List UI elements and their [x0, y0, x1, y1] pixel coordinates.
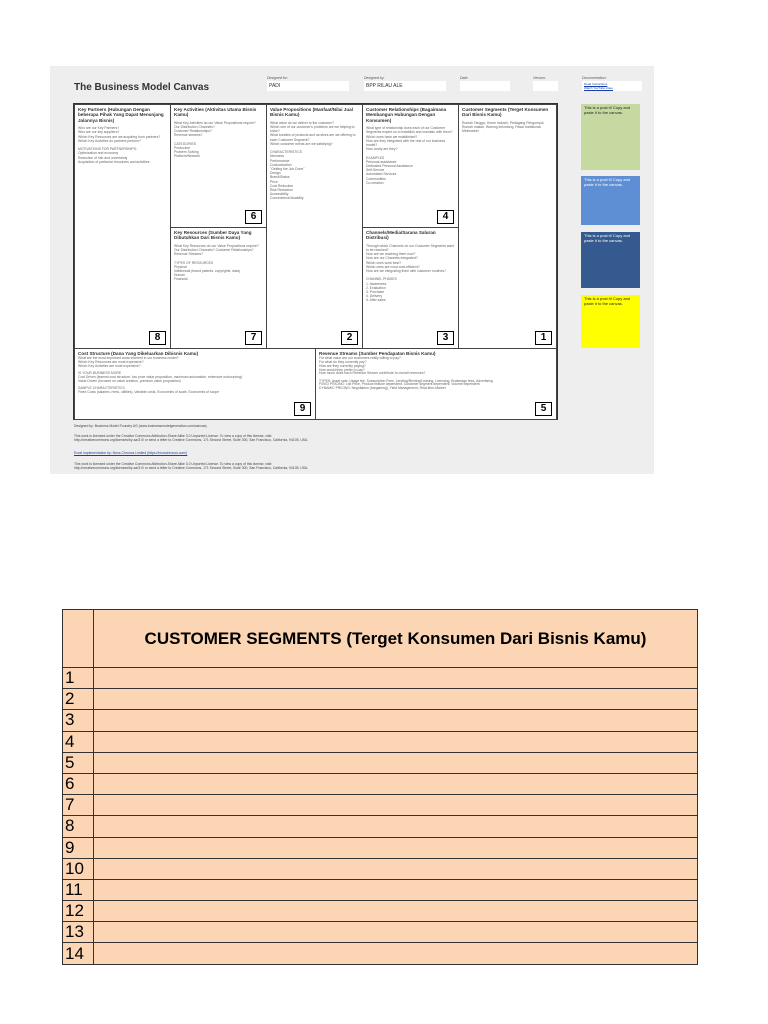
table-row — [63, 943, 698, 964]
date-field — [460, 76, 510, 91]
value-propositions-text: What value do we deliver to the customer? Which one of our customer's problems are we helping to solve? What bundles of products and services are we offering to each Customer Segment? Which customer needs are we satisfying? CHARACTERISTICS Newness Performance Customization "Getting the Job Done" Design Brand/Status Price Cost Reduction Risk Reduction Accessibility Convenience/Usability — [270, 120, 356, 201]
row-number-cell: 7 — [63, 795, 94, 816]
customer-segments-title: Customer Segments (Terget Konsumen Dari Bisnis Kamu) — [462, 107, 549, 118]
row-number-cell: 5 — [63, 752, 94, 773]
row-number-cell: 14 — [63, 943, 94, 964]
designed-for-label: Designed for: — [267, 76, 288, 80]
table-row — [63, 879, 698, 900]
cost-structure-text: What are the most important costs inherent in our business model? Which Key Resources are most expensive? Which Key Activities are most expensive? IS YOUR BUSINESS MORE Cost Driven (leanest cost structure, low price value proposition, maximum automation, extensive outsourcing) Value Driven (focused on value creation, premium value proposition) SAMPLE CHARACTERISTICS Fixed Costs (salaries, rents, utilities), Variable costs, Economies of scale, Economies of scope — [78, 356, 242, 394]
table-row — [63, 858, 698, 879]
key-activities-title: Key Activities (Aktivitas Utama Bisnis Kamu) — [174, 107, 257, 118]
customer-segments-table — [62, 609, 698, 965]
segment-entry-cell[interactable] — [94, 922, 698, 943]
version-field — [533, 76, 558, 91]
customer-relationships-text: What type of relationship does each of our Customer Segments expect us to establish and maintain with them? Which ones have we established? How are they integrated with the rest of our business model? How costly are they? EXAMPLES Personal assistance Dedicated Personal Assistance Self-Service Automated Services Communities Co-creation — [366, 126, 453, 185]
table-row — [63, 710, 698, 731]
date-label: Date: — [460, 76, 469, 80]
table-row — [63, 795, 698, 816]
segment-entry-cell[interactable] — [94, 795, 698, 816]
key-partners-title: Key Partners (Hubungan Dengan beberapa Pihak Yang Dapat Menunjang Jalannya Bisnis) — [78, 107, 164, 123]
channels-block[interactable] — [362, 227, 459, 349]
table-row — [63, 901, 698, 922]
block-number-badge: 1 — [535, 331, 552, 345]
block-number-badge: 3 — [437, 331, 454, 345]
designed-by-value[interactable]: BPP RILAU ALE — [364, 81, 446, 91]
block-number-badge: 5 — [535, 402, 552, 416]
value-propositions-title: Value Propositions (Manfaat/Nilai Jual Bisnis Kamu) — [270, 107, 353, 118]
key-resources-text: What Key Resources do our Value Propositions require? Our Distribution Channels? Customer Relationships? Revenue Streams? TYPES OF RESOURCES Physical Intellectual (brand patents, copyrights, data) Human Financial — [174, 243, 259, 282]
footer-designed-by: Designed by: Business Model Foundry AG (www.businessmodelgeneration.com/canvas) — [74, 424, 207, 428]
date-value[interactable] — [460, 81, 510, 91]
block-number-badge: 8 — [149, 331, 166, 345]
canvas-grid — [73, 103, 558, 420]
customer-segments-text: Rumah Tangga, Home Industri, Pedagang Pengumpul, Rumah makan, Warung kelontong, Pasar tradisional, Minimarket — [462, 120, 545, 134]
revenue-streams-block[interactable] — [315, 348, 557, 420]
table-body — [63, 668, 698, 965]
segment-entry-cell[interactable] — [94, 901, 698, 922]
table-row — [63, 752, 698, 773]
segment-entry-cell[interactable] — [94, 837, 698, 858]
customer-relationships-block[interactable] — [362, 104, 459, 228]
canvas-title: The Business Model Canvas — [74, 82, 210, 93]
version-value[interactable] — [533, 81, 558, 91]
designed-by-field — [364, 76, 446, 91]
table-row — [63, 773, 698, 794]
customer-segments-header: CUSTOMER SEGMENTS (Terget Konsumen Dari Bisnis Kamu) — [94, 610, 698, 668]
key-resources-title: Key Resources (Sumber Daya Yang Dibutuhkan Dari Bisnis Kamu) — [174, 230, 252, 241]
table-row — [63, 816, 698, 837]
post-it-note-navy[interactable]: This is a post it! Copy and paste it to the canvas. — [581, 232, 640, 288]
cost-structure-title: Cost Structure (Dana Yang Dikeluarkan Dibisnis Kamu) — [78, 351, 199, 356]
segment-entry-cell[interactable] — [94, 858, 698, 879]
segment-entry-cell[interactable] — [94, 752, 698, 773]
channels-text: Through which Channels do our Customer Segments want to be reached? How are we reaching them now? How are our Channels integrated? Which ones work best? Which ones are most cost-efficient? How are we integrating them with customer routines? CHANNEL PHASES 1. Awareness 2. Evaluation 3. Purchase 4. Delivery 5. After sales — [366, 243, 455, 303]
documentation-field — [582, 76, 642, 91]
table-header-row — [63, 610, 698, 668]
row-number-cell: 3 — [63, 710, 94, 731]
channels-title: Channels/Media/Sarana Saluran Distribusi) — [366, 230, 436, 241]
segment-entry-cell[interactable] — [94, 943, 698, 964]
value-propositions-block[interactable] — [266, 104, 363, 349]
designed-by-label: Designed by: — [364, 76, 385, 80]
key-partners-text: Who are our Key Partners? Who are our key suppliers? Which Key Resources are we acquiring from partners? Which Key Activities do partners perform? MOTIVATIONS FOR PARTNERSHIPS: Optimization and economy Reduction of risk and uncertainty Acquisition of particular resources and activities — [78, 126, 161, 164]
documentation-links — [582, 81, 642, 91]
table-row — [63, 689, 698, 710]
block-number-badge: 9 — [294, 402, 311, 416]
row-number-cell: 10 — [63, 858, 94, 879]
footer-license-2: This work is licensed under the Creative Commons Attribution-Share Alike 3.0 Unported License. To view a copy of this license, visit: http://creativecommons.org/licenses/by-sa/3.0/ or send a letter to Creative Commons, 171 Second Street, Suite 300, San Francisco, California, 94105, USA. — [74, 462, 309, 471]
segment-entry-cell[interactable] — [94, 668, 698, 689]
post-it-note-green[interactable]: This is a post it! Copy and paste it to the canvas. — [581, 104, 640, 170]
row-number-cell: 4 — [63, 731, 94, 752]
business-model-canvas-sheet — [50, 66, 654, 474]
revenue-streams-text: For what value are our customers really willing to pay? For what do they currently pay? How are they currently paying? How would they prefer to pay? How much does each Revenue Stream contribute to overall revenues? TYPES: Asset sale, Usage fee, Subscription Fees, Lending/Renting/Leasing, Licensing, Brokerage fees, Advertising FIXED PRICING: List Price, Product feature dependent, Customer segment dependent, Volume dependent DYNAMIC PRICING: Negotiation (bargaining), Yield Management, Real-time-Market — [319, 356, 493, 391]
row-number-cell: 8 — [63, 816, 94, 837]
row-number-cell: 9 — [63, 837, 94, 858]
version-label: Version: — [533, 76, 546, 80]
key-activities-block[interactable] — [170, 104, 267, 228]
youtube-video-link[interactable]: Watch YouTube video — [584, 86, 613, 90]
cost-structure-block[interactable] — [74, 348, 316, 420]
header-corner-cell — [63, 610, 94, 668]
row-number-cell: 11 — [63, 879, 94, 900]
customer-relationships-title: Customer Relationships (Bagaimana Membangun Hubungan Dengan Konsumen) — [366, 107, 447, 123]
designed-for-field — [267, 76, 349, 91]
documentation-label: Documentation: — [582, 76, 607, 80]
row-number-cell: 2 — [63, 689, 94, 710]
segment-entry-cell[interactable] — [94, 731, 698, 752]
key-resources-block[interactable] — [170, 227, 267, 349]
row-number-cell: 1 — [63, 668, 94, 689]
row-number-cell: 12 — [63, 901, 94, 922]
segment-entry-cell[interactable] — [94, 879, 698, 900]
table-row — [63, 668, 698, 689]
post-it-note-yellow[interactable]: This is a post it! Copy and paste it to the canvas. — [581, 295, 640, 348]
segment-entry-cell[interactable] — [94, 710, 698, 731]
neos-chronos-link[interactable]: Excel implementation by: Neos Chronos Limited (https://neoschronos.com/) — [74, 451, 188, 455]
designed-for-value[interactable]: PADI — [267, 81, 349, 91]
segment-entry-cell[interactable] — [94, 816, 698, 837]
customer-segments-block[interactable] — [458, 104, 557, 349]
block-number-badge: 7 — [245, 331, 262, 345]
row-number-cell: 6 — [63, 773, 94, 794]
footer-excel-implementation — [74, 451, 187, 455]
revenue-streams-title: Revenue Streams (Sumber Pendapatan Bisnis Kamu) — [319, 351, 436, 356]
block-number-badge: 4 — [437, 210, 454, 224]
footer-license-1: This work is licensed under the Creative Commons Attribution-Share Alike 3.0 Unported License. To view a copy of this license, visit: http://creativecommons.org/licenses/by-sa/3.0/ or send a letter to Creative Commons, 171 Second Street, Suite 300, San Francisco, California, 94105, USA. — [74, 434, 309, 443]
table-row — [63, 731, 698, 752]
table-row — [63, 922, 698, 943]
key-partners-block[interactable] — [74, 104, 171, 349]
table-row — [63, 837, 698, 858]
segment-entry-cell[interactable] — [94, 689, 698, 710]
key-activities-text: What Key Activities do our Value Propositions require? Our Distribution Channels? Customer Relationships? Revenue streams? CATEGORIES Production Problem Solving Platform/Network — [174, 120, 256, 159]
instructions-link[interactable]: Read Instructions — [584, 82, 608, 86]
segment-entry-cell[interactable] — [94, 773, 698, 794]
block-number-badge: 6 — [245, 210, 262, 224]
block-number-badge: 2 — [341, 331, 358, 345]
post-it-note-blue[interactable]: This is a post it! Copy and paste it to the canvas. — [581, 176, 640, 225]
row-number-cell: 13 — [63, 922, 94, 943]
